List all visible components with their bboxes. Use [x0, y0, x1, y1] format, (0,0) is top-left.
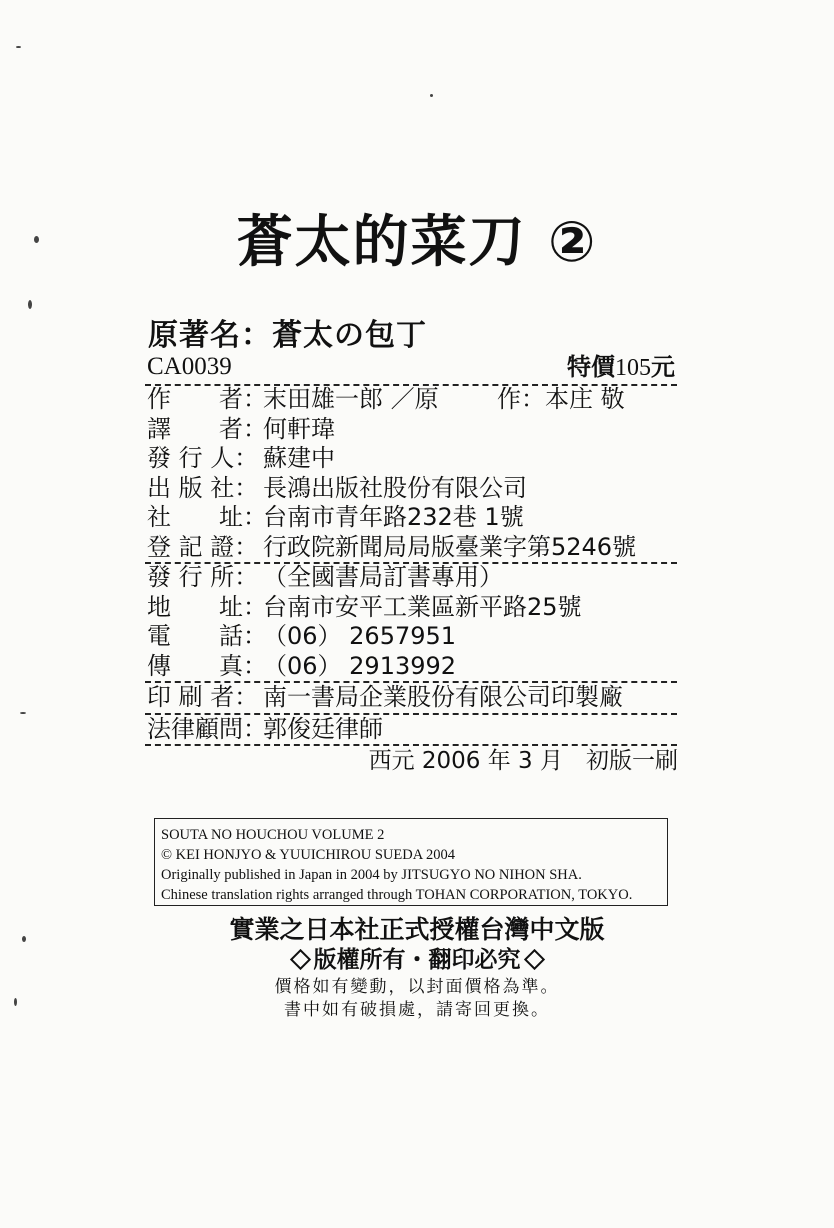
credit-value: 台南市青年路232巷 1號: [263, 503, 524, 531]
distributor-value: （全國書局訂書專用）: [263, 563, 503, 591]
printer-row: [145, 683, 677, 715]
credit-row-translator: [145, 415, 677, 445]
price-unit: 元: [651, 353, 675, 381]
credit-value: 長鴻出版社股份有限公司: [263, 473, 527, 502]
scan-speck: [430, 94, 433, 97]
license-line: Originally published in Japan in 2004 by JITSUGYO NO NIHON SHA.: [161, 867, 582, 883]
scan-speck: [14, 998, 17, 1006]
credit-value: 行政院新聞局局版臺業字第5246號: [263, 532, 637, 561]
distributor-value: 台南市安平工業區新平路25號: [263, 592, 582, 621]
scan-speck: [16, 46, 21, 48]
distributor-row-fax: [145, 652, 677, 684]
rights-text: 版權所有・翻印必究: [313, 947, 521, 973]
original-title: 原著名：蒼太の包丁: [148, 318, 427, 353]
scan-speck: [34, 236, 39, 243]
code-price-row: [145, 350, 677, 386]
rights-notice: [0, 941, 834, 974]
license-box: [154, 818, 668, 906]
credit-label: 出 版 社：: [147, 473, 259, 502]
damage-note: 書中如有破損處，請寄回更換。: [284, 1000, 550, 1020]
distributor-label: 傳 真：: [147, 651, 267, 680]
printer-legal-block: [145, 683, 677, 746]
diamond-icon: [289, 948, 310, 969]
credit-label: 作 者：: [147, 385, 267, 413]
credits-block: [145, 385, 677, 564]
distributor-label: 電 話：: [147, 622, 267, 650]
printer-value: 南一書局企業股份有限公司印製廠: [263, 683, 623, 711]
distributor-label: 發 行 所：: [147, 563, 259, 591]
distributor-value: （06） 2657951: [263, 622, 457, 650]
credit-row-address: [145, 503, 677, 533]
distributor-row-address: [145, 593, 677, 623]
credit-label: 社 址：: [147, 503, 267, 531]
legal-label: 法律顧問：: [147, 714, 267, 743]
price-note: 價格如有變動，以封面價格為準。: [274, 977, 560, 997]
credit-value: 末田雄一郎 ／原: [263, 385, 439, 413]
credit-label: 登 記 證：: [147, 532, 259, 561]
credit-row-publisher: [145, 474, 677, 504]
license-line: SOUTA NO HOUCHOU VOLUME 2: [161, 827, 385, 843]
catalog-code: CA0039: [147, 353, 232, 380]
credit-artist: 作：本庄 敬: [497, 385, 625, 413]
license-line: © KEI HONJYO & YUUICHIROU SUEDA 2004: [161, 847, 456, 863]
scan-speck: [20, 712, 26, 714]
printer-label: 印 刷 者：: [147, 683, 259, 711]
edition-date: 西元 2006 年 3 月 初版一刷: [368, 748, 678, 774]
distributor-row-name: [145, 563, 677, 593]
credit-value: 何軒瑋: [263, 414, 335, 443]
license-line: Chinese translation rights arranged through TOHAN CORPORATION, TOKYO.: [161, 887, 633, 903]
diamond-icon: [523, 948, 544, 969]
price: [567, 350, 675, 385]
credit-value: 蘇建中: [263, 444, 335, 472]
distributor-value: （06） 2913992: [263, 651, 457, 680]
scan-speck: [28, 300, 32, 309]
credit-label: 發 行 人：: [147, 444, 259, 472]
price-amount: 105: [615, 355, 651, 381]
book-title: 蒼太的菜刀 ②: [236, 210, 598, 275]
distributor-row-phone: [145, 622, 677, 652]
distributor-block: [145, 563, 677, 683]
legal-value: 郭俊廷律師: [263, 714, 383, 743]
credit-row-registration: [145, 533, 677, 565]
scan-speck: [22, 936, 26, 942]
credit-label: 譯 者：: [147, 414, 267, 443]
credit-row-publisher-person: [145, 444, 677, 474]
price-label: 特價: [567, 353, 615, 381]
authorization-notice: 實業之日本社正式授權台灣中文版: [229, 915, 605, 944]
distributor-label: 地 址：: [147, 592, 267, 621]
credit-row-author: [145, 385, 677, 415]
